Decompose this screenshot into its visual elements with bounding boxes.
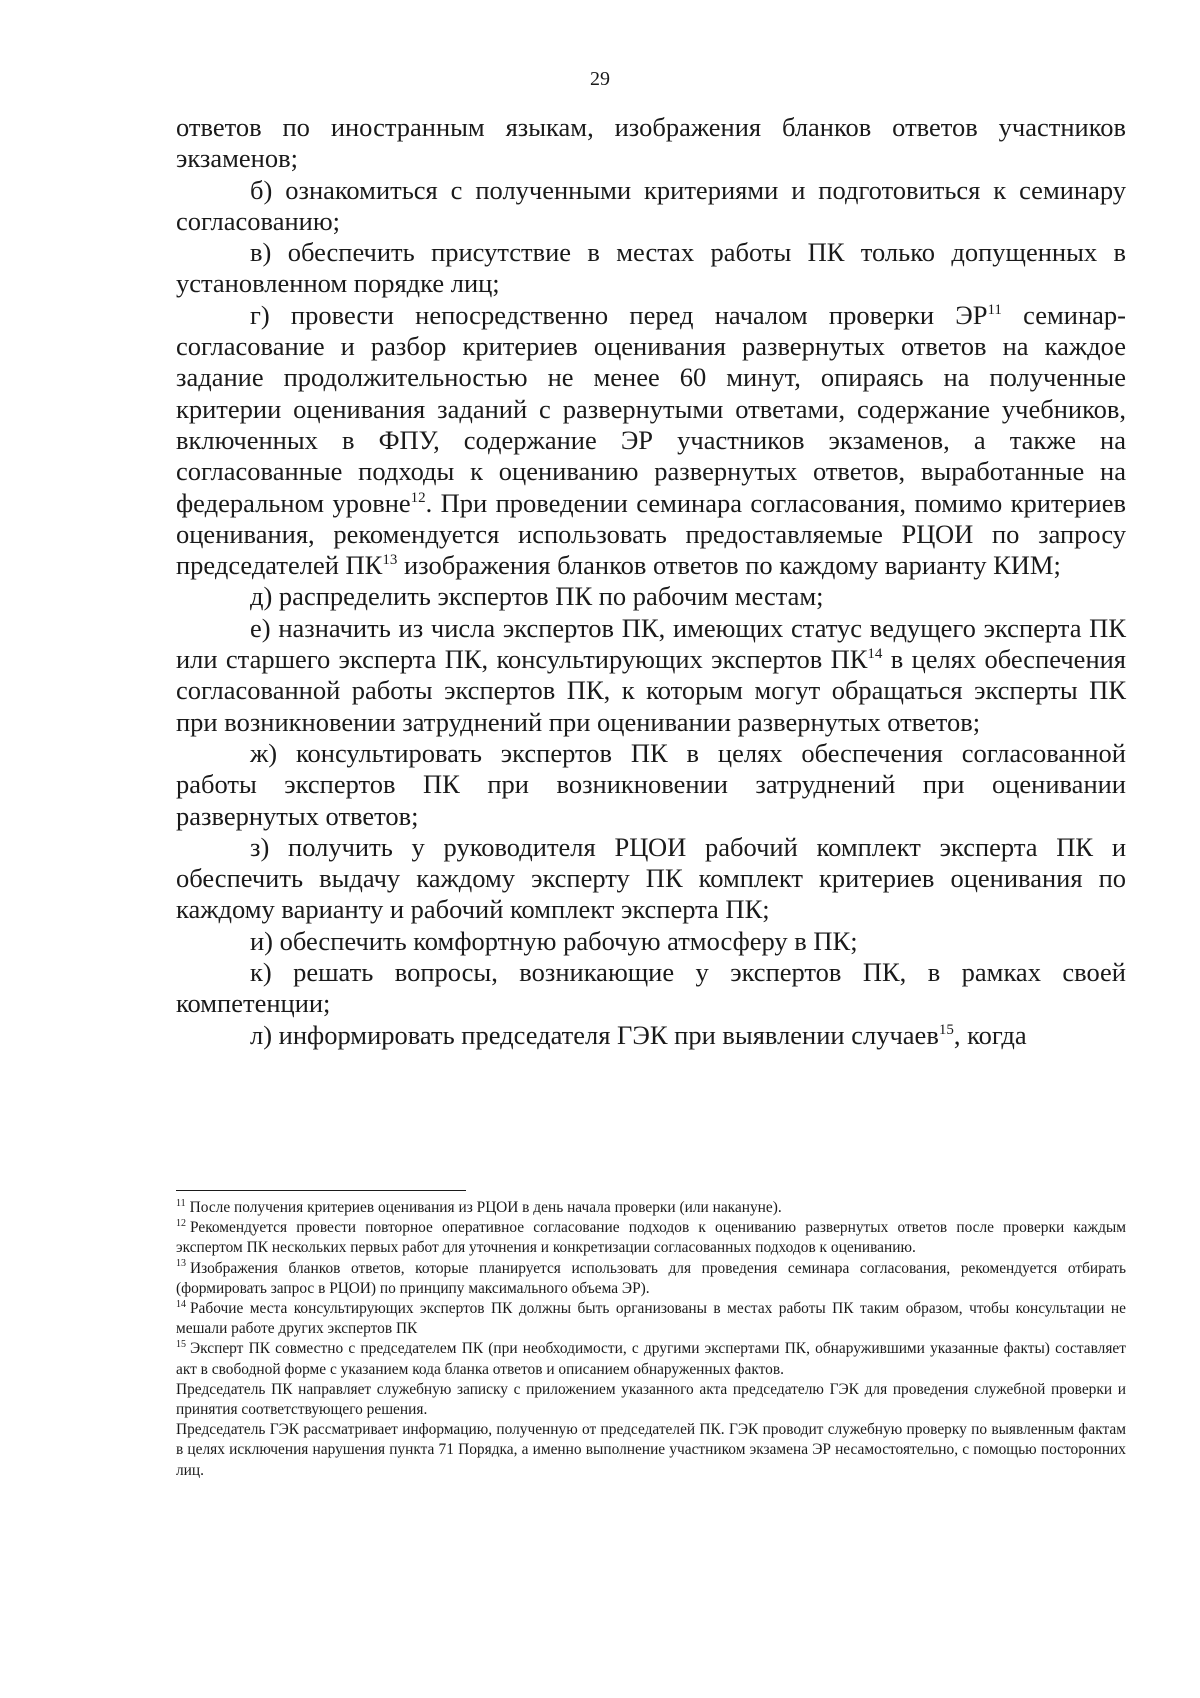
paragraph — [176, 1020, 1126, 1051]
footnote-ref: 12 — [410, 489, 426, 506]
paragraph — [176, 175, 1126, 238]
footnote-mark: 12 — [176, 1218, 186, 1230]
paragraph-text: в) обеспечить присутствие в местах работы ПК только допущенных в установленном порядке лиц; — [176, 237, 1126, 299]
paragraph-text: ответов по иностранным языкам, изображения бланков ответов участников экзаменов; — [176, 112, 1126, 174]
footnote — [176, 1218, 1126, 1258]
footnote-text: После получения критериев оценивания из РЦОИ в день начала проверки (или накануне). — [189, 1199, 782, 1216]
paragraph-text: , когда — [953, 1019, 1027, 1050]
main-text — [176, 112, 1126, 1051]
footnote-mark: 11 — [176, 1197, 186, 1209]
footnote — [176, 1198, 1126, 1218]
paragraph-text: ж) консультировать экспертов ПК в целях обеспечения согласованной работы экспертов ПК при возникновении затруднений при оценивании развернутых ответов; — [176, 737, 1126, 831]
paragraph-text: л) информировать председателя ГЭК при выявлении случаев — [250, 1019, 939, 1050]
paragraph-text: к) решать вопросы, возникающие у экспертов ПК, в рамках своей компетенции; — [176, 957, 1126, 1019]
paragraph-text: семинар-согласование и разбор критериев оценивания развернутых ответов на каждое задание продолжительностью не менее 60 минут, опираясь на полученные критерии оценивания заданий с развернутыми ответами, содержание учебников, включенных в ФПУ, содержание ЭР участников экзаменов, а также на согласованные подходы к оцениванию развернутых ответов, выработанные на федеральном уровне — [176, 299, 1126, 518]
footnote-ref: 13 — [382, 552, 398, 569]
footnote-ref: 11 — [987, 301, 1002, 318]
paragraph — [176, 581, 1126, 612]
footnote — [176, 1339, 1126, 1379]
footnote-text: Рекомендуется провести повторное оперативное согласование подходов к оцениванию развернутых ответов после проверки каждым экспертом ПК нескольких первых работ для уточнения и конкретизации согласованных подходов к оцениванию. — [176, 1219, 1126, 1257]
footnote-separator — [176, 1190, 466, 1191]
footnote — [176, 1420, 1126, 1481]
footnote — [176, 1299, 1126, 1339]
paragraph-text: е) назначить из числа экспертов ПК, имеющих статус ведущего эксперта ПК или старшего эксперта ПК, консультирующих экспертов ПК — [176, 612, 1126, 675]
paragraph-text: д) распределить экспертов ПК по рабочим местам; — [250, 581, 824, 612]
paragraph — [176, 738, 1126, 832]
footnote-mark: 13 — [176, 1258, 186, 1270]
footnotes — [176, 1198, 1126, 1481]
paragraph-text: в целях обеспечения согласованной работы экспертов ПК, к которым могут обращаться эксперты ПК при возникновении затруднений при оценивании развернутых ответов; — [176, 644, 1126, 737]
paragraph — [176, 957, 1126, 1020]
footnote-ref: 15 — [938, 1021, 954, 1038]
footnote — [176, 1259, 1126, 1299]
paragraph-text: . При проведении семинара согласования, помимо критериев оценивания, рекомендуется использовать предоставляемые РЦОИ по запросу председателей ПК — [176, 487, 1126, 581]
page-number: 29 — [590, 68, 610, 90]
paragraph — [176, 926, 1126, 957]
footnote-text: Эксперт ПК совместно с председателем ПК (при необходимости, с другими экспертами ПК, обнаружившими указанные факты) составляет акт в свободной форме с указанием кода бланка ответов и описанием обнаруженных фактов. — [176, 1340, 1126, 1378]
footnote-text: Рабочие места консультирующих экспертов ПК должны быть организованы в местах работы ПК таким образом, чтобы консультации не мешали работе других экспертов ПК — [176, 1300, 1126, 1338]
footnote-mark: 15 — [176, 1339, 186, 1351]
paragraph-text: з) получить у руководителя РЦОИ рабочий комплект эксперта ПК и обеспечить выдачу каждому эксперту ПК комплект критериев оценивания по каждому варианту и рабочий комплект эксперта ПК; — [176, 831, 1126, 925]
paragraph-text: и) обеспечить комфортную рабочую атмосферу в ПК; — [250, 925, 858, 956]
footnote-ref: 14 — [867, 646, 883, 663]
paragraph — [176, 300, 1126, 582]
footnote-text: Изображения бланков ответов, которые планируется использовать для проведения семинара согласования, рекомендуется отбирать (формировать запрос в РЦОИ) по принципу максимального объема ЭР). — [176, 1259, 1126, 1297]
paragraph — [176, 112, 1126, 175]
footnote — [176, 1380, 1126, 1420]
paragraph-text: б) ознакомиться с полученными критериями и подготовиться к семинару согласованию; — [176, 174, 1126, 236]
paragraph — [176, 237, 1126, 300]
footnote-text: Председатель ГЭК рассматривает информацию, полученную от председателей ПК. ГЭК проводит служебную проверку по выявленным фактам в целях исключения нарушения пункта 71 Порядка, а именно выполнение участником экзамена ЭР несамостоятельно, с помощью посторонних лиц. — [176, 1421, 1126, 1479]
paragraph — [176, 832, 1126, 926]
footnote-text: Председатель ПК направляет служебную записку с приложением указанного акта председателю ГЭК для проведения служебной проверки и принятия соответствующего решения. — [176, 1380, 1126, 1419]
paragraph — [176, 613, 1126, 738]
paragraph-text: г) провести непосредственно перед началом проверки ЭР — [250, 299, 988, 330]
paragraph-text: изображения бланков ответов по каждому варианту КИМ; — [397, 550, 1061, 581]
footnote-mark: 14 — [176, 1298, 186, 1310]
